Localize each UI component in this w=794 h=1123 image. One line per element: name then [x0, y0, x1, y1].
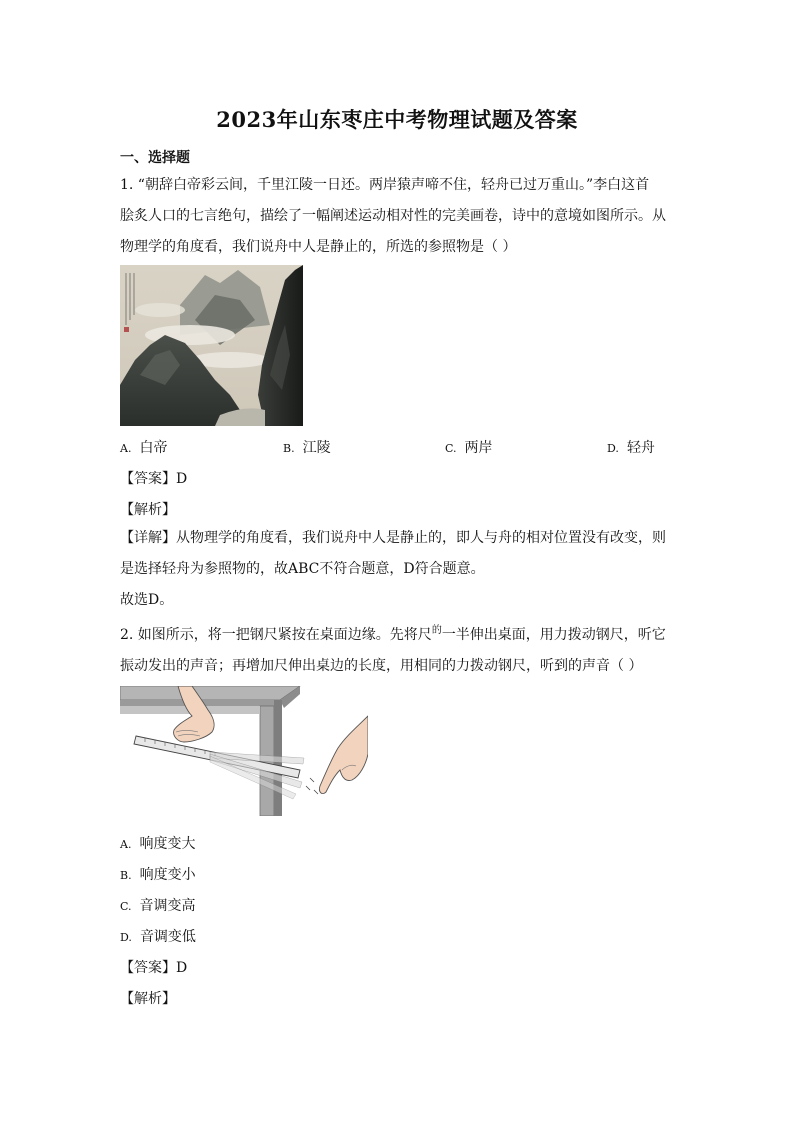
question-2-line: [120, 620, 680, 651]
option-text: 响度变小: [139, 867, 196, 883]
option-text: 白帝: [139, 440, 168, 456]
question-1-option-d[interactable]: [607, 437, 655, 457]
question-2-option-b[interactable]: [120, 864, 196, 884]
question-2-option-d[interactable]: [120, 926, 196, 946]
question-1-line: 脍炙人口的七言绝句，描绘了一幅阐述运动相对性的完美画卷，诗中的意境如图所示。从: [120, 208, 666, 224]
question-1-analysis-heading: 【解析】: [120, 502, 176, 518]
option-letter: D.: [607, 442, 619, 455]
question-2-option-a[interactable]: [120, 833, 195, 853]
question-2-superscript: 的: [431, 625, 442, 636]
option-text: 轻舟: [626, 440, 655, 456]
question-2-line-part: 一半伸出桌面，用力拨动钢尺，听它: [441, 627, 666, 643]
option-letter: B.: [283, 442, 295, 455]
detail-line: 【详解】从物理学的角度看，我们说舟中人是静止的，即人与舟的相对位置没有改变，则: [120, 530, 666, 546]
option-letter: C.: [120, 900, 132, 913]
question-1-option-a[interactable]: [120, 437, 167, 457]
question-1-option-c[interactable]: [445, 437, 493, 457]
question-2-analysis-heading: 【解析】: [120, 991, 176, 1007]
option-text: 江陵: [302, 440, 331, 456]
question-1-answer: 【答案】D: [120, 471, 188, 487]
question-2-answer: 【答案】D: [120, 960, 188, 976]
option-text: 音调变高: [139, 898, 196, 914]
question-1-line: 物理学的角度看，我们说舟中人是静止的，所选的参照物是（ ）: [120, 239, 517, 255]
option-letter: C.: [445, 442, 457, 455]
question-1-line: 1. “朝辞白帝彩云间，千里江陵一日还。两岸猿声啼不住，轻舟已过万重山。”李白这首: [120, 177, 650, 193]
question-2-line: 振动发出的声音；再增加尺伸出桌边的长度，用相同的力拨动钢尺，听到的声音（ ）: [120, 658, 643, 674]
question-2-text: [120, 620, 680, 682]
option-letter: A.: [120, 838, 132, 851]
section-heading: 一、选择题: [120, 150, 190, 166]
question-1-text: [120, 170, 680, 263]
option-letter: B.: [120, 869, 132, 882]
question-1-detail: [120, 523, 680, 616]
detail-line: 是选择轻舟为参照物的，故ABC不符合题意，D符合题意。: [120, 561, 485, 577]
option-text: 响度变大: [139, 836, 196, 852]
option-text: 音调变低: [139, 929, 196, 945]
ruler-on-table-figure: [120, 686, 368, 816]
detail-line: 故选D。: [120, 592, 174, 608]
option-text: 两岸: [464, 440, 493, 456]
landscape-painting-figure: [120, 265, 303, 426]
page-title: 2023年山东枣庄中考物理试题及答案: [216, 107, 578, 132]
option-letter: A.: [120, 442, 132, 455]
question-2-line-part: 2. 如图所示，将一把钢尺紧按在桌面边缘。先将尺: [120, 627, 432, 643]
option-letter: D.: [120, 931, 132, 944]
question-2-option-c[interactable]: [120, 895, 196, 915]
question-1-option-b[interactable]: [283, 437, 331, 457]
